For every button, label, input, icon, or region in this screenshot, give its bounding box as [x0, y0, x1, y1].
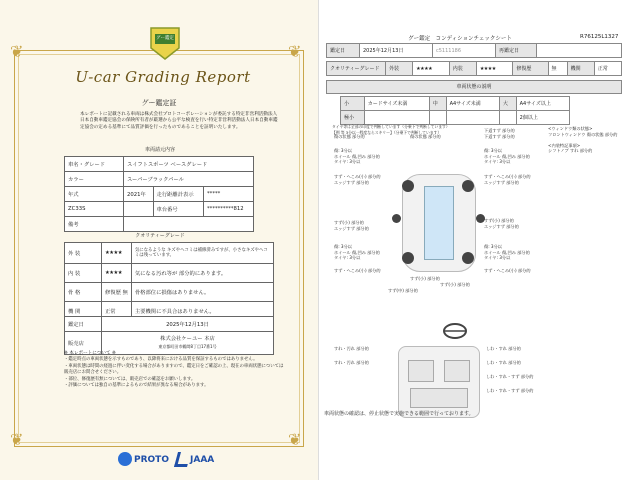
damage-label: すず(小) 部分的 エッジすず 部分的	[484, 218, 519, 229]
corner-ornament-icon: ❦	[10, 42, 24, 61]
row-value: スイフトスポーツ ベースグレード	[124, 157, 254, 172]
row-value: 気になるような キズやヘコミは補修済みですが、小さなキズやヘコミは残っています。	[131, 243, 273, 264]
interior-label: しわ・すれ 部分的	[486, 360, 521, 365]
row-label: 鑑定日	[327, 44, 360, 58]
seat-icon	[408, 360, 434, 382]
row-label: 走行距離計表示	[153, 187, 204, 202]
star-rating: ★★★★	[413, 62, 450, 76]
legend-text: タイヤ等は全部の印度で判断しています（分乗下で判断しています） 【例 等 3分以一程度ならスキリー】（分乗下で判断しています）	[332, 124, 450, 135]
row-label: 車台番号	[153, 202, 204, 217]
size-desc	[429, 111, 446, 125]
certificate-title: U-car Grading Report	[75, 68, 251, 86]
star-rating: ★★★★	[476, 62, 513, 76]
sheet-header-table	[326, 43, 622, 58]
damage-label: 傷: 3分以 ホイール 傷,凹み 部分的 タイヤ: 3分以	[334, 244, 380, 260]
damage-label: すず・へこみ(小) 部分的 エッジすず 部分的	[484, 174, 531, 185]
quality-section-title: クオリティーグレード	[135, 233, 185, 239]
grade-label: 内装	[449, 62, 476, 76]
row-label: ZC33S	[65, 202, 124, 217]
size-desc: カードサイズ未満	[364, 97, 429, 111]
table-row	[341, 111, 570, 125]
certificate-subtitle: グー鑑定証	[141, 99, 177, 107]
row-label: クオリティーグレード	[327, 62, 386, 76]
row-label: カラー	[65, 172, 124, 187]
row-value: 修復歴 無	[102, 283, 132, 302]
table-row	[341, 97, 570, 111]
quality-grade-table	[64, 242, 274, 321]
size-label: 極小	[341, 111, 365, 125]
vehicle-info-table	[64, 156, 254, 232]
corner-ornament-icon: ❦	[288, 42, 302, 61]
steering-wheel-icon	[442, 322, 468, 340]
row-value	[537, 44, 622, 58]
damage-size-legend	[340, 96, 570, 125]
sheet-title: グー鑑定 コンディションチェックシート	[408, 36, 512, 42]
row-label: 骨 格	[65, 283, 102, 302]
masked-id: c5111186	[433, 44, 496, 58]
table-row	[65, 243, 274, 264]
size-label: 中	[429, 97, 446, 111]
table-row	[65, 187, 254, 202]
sheet-footer-note: 車両状態の確認は、停止状態で実施できる範囲で行っております。	[324, 411, 474, 417]
row-value: スーパーブラックパール	[124, 172, 254, 187]
size-desc	[364, 111, 429, 125]
certificate-intro-text: 本レポートに記載される車両は株式会社プロトコーポレーションが委託する特定非営利活動法人日本自動車鑑定協会の保険所有者が厳選から公平な検査を行い特定非営利活動法人日本自動車鑑定協会の定める基準にて品質評価を行ったものであることを証明いたします。	[80, 112, 278, 130]
row-label: 再鑑定日	[496, 44, 537, 58]
row-value: 骨格部位に損傷はありません。	[131, 283, 273, 302]
size-desc: A4サイズ以上	[516, 97, 569, 111]
corner-ornament-icon: ❦	[288, 430, 302, 449]
row-label: 備考	[65, 217, 124, 232]
window-interior-notes: <ウィンドウ類の状態> フロントウィンドウ 傷の状態 部分的 <内装特記事項> シフトノブ すれ 部分的	[548, 126, 618, 153]
row-value: 主要機関に不具合はありません。	[131, 302, 273, 321]
sheet-id: R76125L1327	[580, 34, 619, 40]
damage-label: 傷: 3分以 ホイール 傷,凹み 部分的 タイヤ: 3分以	[484, 244, 530, 260]
size-label: 大	[499, 97, 516, 111]
table-row	[327, 62, 622, 76]
row-value: 2021年	[124, 187, 154, 202]
damage-label: すず・へこみ(小) 部分的	[334, 268, 381, 273]
row-label: 外 装	[65, 243, 102, 264]
row-label: 機 関	[65, 302, 102, 321]
jaaa-brand: JAAA	[190, 455, 215, 465]
row-label: 年式	[65, 187, 124, 202]
proto-brand: PROTO	[134, 455, 169, 465]
interior-label: しわ・すれ・すず 部分的	[486, 374, 534, 379]
explain-title: 車両状態の説明	[326, 80, 622, 94]
table-row	[65, 202, 254, 217]
goo-kantei-logo-icon	[148, 26, 182, 60]
car-roof-highlight	[424, 186, 454, 260]
damage-label: すず・へこみ(小) 部分的 エッジすず 部分的	[334, 174, 381, 185]
damage-label: すず(中) 部分的	[388, 288, 418, 293]
grade-label: 外装	[386, 62, 413, 76]
corner-ornament-icon: ❦	[10, 430, 24, 449]
size-desc	[499, 111, 516, 125]
wheel-icon	[462, 180, 474, 192]
interior-label: すれ・汚れ 部分的	[334, 346, 369, 351]
damage-label: すず・へこみ(小) 部分的	[484, 268, 531, 273]
size-desc: 2個以上	[516, 111, 569, 125]
row-value: **********812	[204, 202, 254, 217]
row-label: 販売店	[65, 332, 102, 355]
interior-label: すれ・汚れ 部分的	[334, 360, 369, 365]
wheel-icon	[402, 252, 414, 264]
table-row	[65, 264, 274, 283]
interior-label: しわ・すれ 部分的	[486, 346, 521, 351]
table-row	[65, 283, 274, 302]
table-row	[65, 317, 274, 332]
table-row	[327, 44, 622, 58]
shop-name: 株式会社ケーユー 本店	[160, 336, 215, 342]
table-row	[65, 172, 254, 187]
row-value: *****	[204, 187, 254, 202]
vehicle-section-title: 車両請元内容	[144, 147, 175, 153]
size-desc	[446, 111, 499, 125]
row-value	[124, 202, 154, 217]
damage-label: すず(小) 部分的 エッジすず 部分的	[334, 220, 369, 231]
shop-address: 東京都町田市鶴間8丁目17番1号	[158, 344, 217, 349]
row-label: 車名・グレード	[65, 157, 124, 172]
grade-summary-table	[326, 61, 622, 76]
seat-icon	[444, 360, 470, 382]
interior-label: しわ・すれ・すず 部分的	[486, 388, 534, 393]
row-value: 気になる汚れ等が 部分的にあります。	[131, 264, 273, 283]
damage-label: すず(小) 部分的	[440, 282, 470, 287]
table-row	[65, 157, 254, 172]
table-row	[65, 217, 254, 232]
damage-label: すず(小) 部分的	[410, 276, 440, 281]
damage-label: 傷の状態 部分的	[334, 134, 365, 139]
grade-label: 修復歴	[513, 62, 548, 76]
star-rating: ★★★★	[102, 264, 132, 283]
notes-text: ・鑑定時点の車両状態を示すものであり、以降将来における品質を保証するものではありません。 ・車両状態は時間の経過に伴い変化する場合がありますので、鑑定日をご確認の上、現在の車両状態については販売店にお問合せください。 ・部位、修復歴有無については、販売店での確認をお願いします。 ・評価については独自の基準によるもので結果が異なる場合があります。	[64, 357, 284, 388]
grade-label: 機関	[567, 62, 594, 76]
star-rating: ★★★★	[102, 243, 132, 264]
proto-logo-icon	[118, 452, 132, 466]
grade-value: 無	[548, 62, 567, 76]
grade-value: 正常	[594, 62, 621, 76]
damage-label: 傷: 3分以 ホイール 傷,凹み 部分的 タイヤ: 3分以	[334, 148, 380, 164]
rear-seat-icon	[410, 388, 468, 408]
appraisal-date: 2025年12月13日	[102, 317, 274, 332]
row-value: 正常	[102, 302, 132, 321]
damage-label: 下返すず 部分的 下返すず 部分的	[484, 128, 515, 139]
wheel-icon	[402, 180, 414, 192]
row-value	[124, 217, 254, 232]
appraisal-date: 2025年12月13日	[360, 44, 433, 58]
row-label: 鑑定日	[65, 317, 102, 332]
notes-title: ※ 本レポートについて ※	[64, 351, 116, 356]
damage-label: 傷の状態 部分的	[410, 134, 441, 139]
size-label: 小	[341, 97, 365, 111]
damage-label: 傷: 3分以 ホイール 傷,凹み 部分的 タイヤ: 3分以	[484, 148, 530, 164]
wheel-icon	[462, 252, 474, 264]
size-desc: A4サイズ未満	[446, 97, 499, 111]
row-label: 内 装	[65, 264, 102, 283]
logo-text: グー鑑定	[156, 36, 174, 41]
